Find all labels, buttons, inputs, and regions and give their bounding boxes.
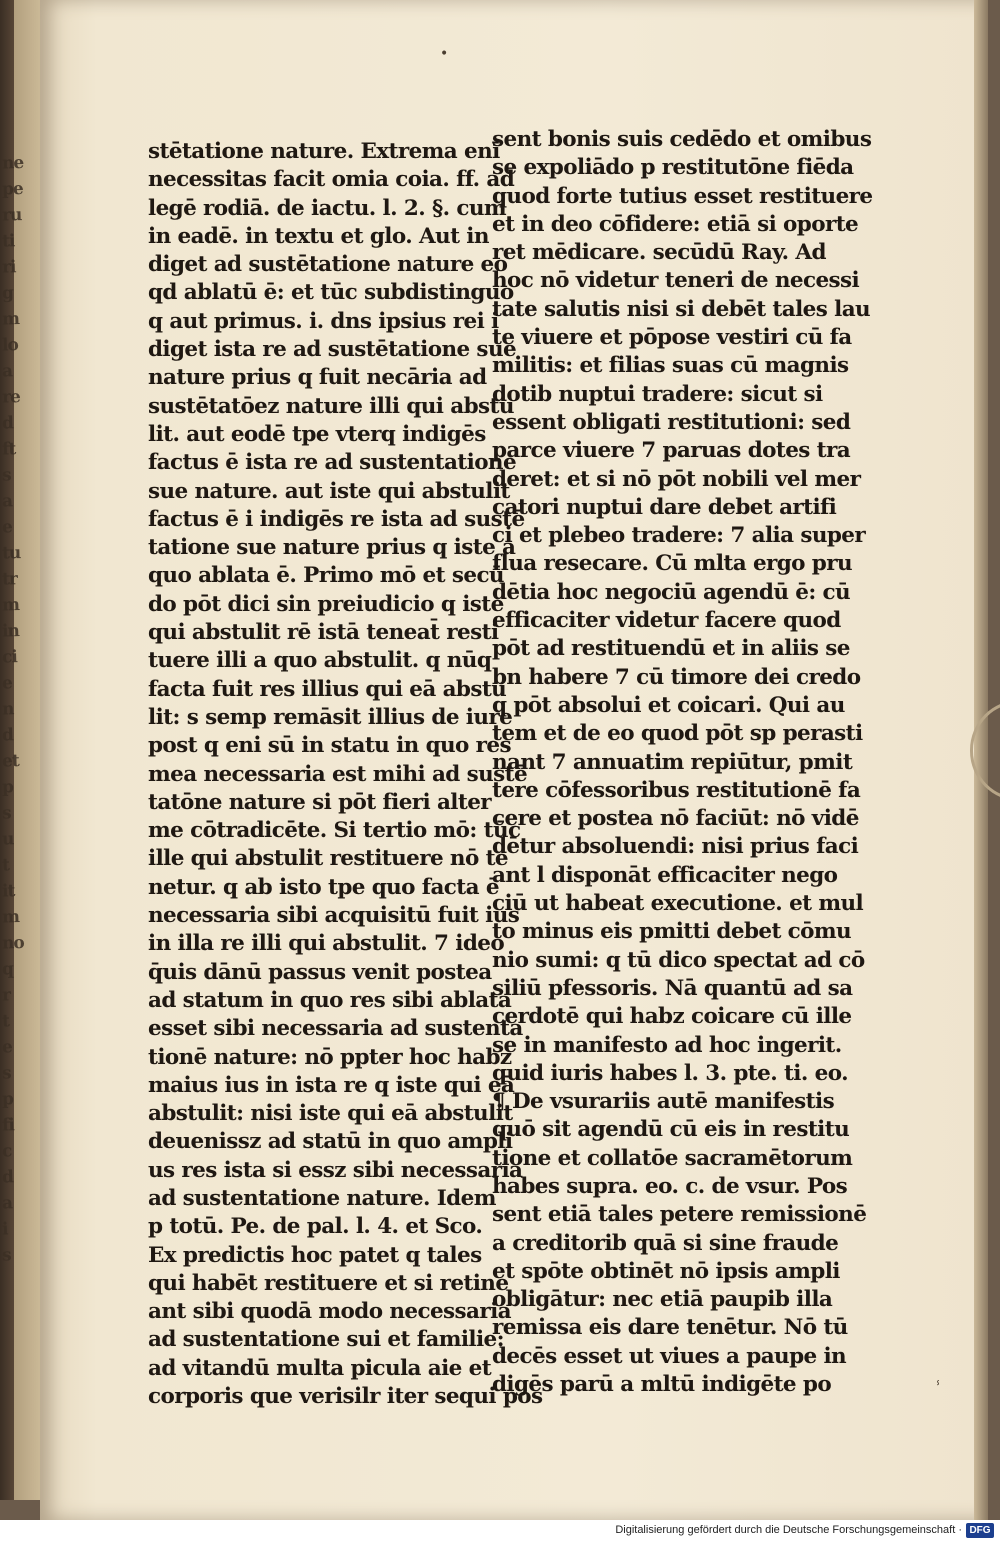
text-line: necessaria sibi acquisitū fuit ius <box>148 903 520 929</box>
facing-page-fragment: a <box>2 491 13 512</box>
facing-page-fragment: t <box>2 1011 10 1032</box>
text-line: pōt ad restituendū et in aliis se <box>492 636 850 662</box>
text-line: bn habere 7 cū timore dei credo <box>492 664 861 690</box>
text-line: tuere illi a quo abstulit. q nūq <box>148 648 492 674</box>
facing-page-fragment: t <box>2 855 10 876</box>
facing-page-fragment: d <box>2 413 14 434</box>
facing-page-fragment: no <box>2 932 24 954</box>
page-mark: ⸯ <box>934 1382 943 1398</box>
text-line: ¶ De vsurariis autē manifestis <box>492 1089 835 1115</box>
text-line: tem et de eo quod pōt sp perasti <box>492 721 863 747</box>
text-line: in eadē. in textu et glo. Aut in <box>148 223 489 249</box>
manuscript-page <box>40 0 988 1522</box>
text-line: legē rodiā. de iactu. l. 2. §. cum <box>148 195 507 221</box>
text-line: q̄uis dānū passus venit postea <box>148 959 492 985</box>
facing-page-fragment: fi <box>2 1115 15 1136</box>
text-line: stētatione nature. Extrema enī <box>148 139 500 164</box>
facing-page-fragment: ru <box>2 205 22 226</box>
text-line: netur. q ab isto tpe quo facta ē <box>148 874 499 900</box>
facing-page-fragment: pe <box>2 178 23 200</box>
text-line: essent obligati restitutioni: sed <box>492 409 851 435</box>
text-line: militis: et filias suas cū magnis <box>492 353 849 379</box>
text-line: ad sustentatione sui et familie: <box>148 1327 504 1353</box>
text-line: parce viuere 7 paruas dotes tra <box>492 438 851 464</box>
facing-page-fragment: p <box>2 1089 14 1110</box>
facing-page-text <box>2 150 42 1270</box>
facing-page-fragment: q <box>2 959 14 980</box>
facing-page-fragment: it <box>2 881 15 902</box>
text-line: tionē nature: nō ppter hoc habz <box>148 1044 512 1070</box>
text-line: qd ablatū ē: et tūc subdistinguo <box>148 280 514 306</box>
facing-page-fragment: in <box>2 621 20 642</box>
text-line: factus ē i indigēs re ista ad sustē <box>148 506 525 532</box>
text-line: sue nature. aut iste qui abstulit <box>148 478 510 504</box>
text-line: mea necessaria est mihi ad sustē <box>148 761 528 787</box>
text-line: sustētatōez nature illi qui abstu <box>148 393 514 419</box>
facing-page-fragment: tu <box>2 543 21 564</box>
facing-page-fragment: s <box>2 803 11 824</box>
text-line: post q eni sū in statu in quo res <box>148 733 511 759</box>
facing-page-fragment: c <box>2 1141 12 1162</box>
text-line: abstulit: nisi iste qui eā abstulit <box>148 1101 513 1127</box>
text-line: do pōt dici sin preiudicio q iste <box>148 591 504 617</box>
facing-page-fragment: ne <box>2 152 24 174</box>
text-line: p totū. Pe. de pal. l. 4. et Sco. <box>148 1214 483 1240</box>
digitization-footer <box>0 1520 1000 1543</box>
text-line: et in deo cōfidere: etiā si oporte <box>492 211 859 237</box>
text-line: lit: s semp remāsit illius de iure <box>148 704 513 730</box>
text-line: te viuere et pōpose vestiri cū fa <box>492 325 852 351</box>
text-line: ciū ut habeat executione. et mul <box>492 891 864 917</box>
text-line: obligātur: nec etiā paupib illa <box>492 1287 833 1313</box>
text-line: habes supra. eo. c. de vsur. Pos <box>492 1173 848 1199</box>
facing-page-fragment: s <box>2 1245 11 1266</box>
text-line: tatione sue nature prius q iste a <box>148 535 516 561</box>
facing-page-fragment: u <box>2 829 14 850</box>
text-line: et spōte obtinēt nō ipsis ampli <box>492 1258 840 1284</box>
text-line: ant sibi quodā modo necessaria <box>148 1299 511 1325</box>
facing-page-fragment: a <box>2 361 13 382</box>
facing-page-fragment: p <box>2 777 14 798</box>
text-line: ant l disponāt efficaciter nego <box>492 862 838 888</box>
text-line: nant 7 annuatim repiūtur, pmit <box>492 749 853 775</box>
facing-page-fragment: tr <box>2 569 18 590</box>
facing-page-fragment: lo <box>2 335 19 356</box>
text-line: esset sibi necessaria ad sustenta <box>148 1016 523 1042</box>
text-line: dētia hoc negociū agendū ē: cū <box>492 579 851 605</box>
text-line: deuenissz ad statū in quo ampli <box>148 1129 513 1155</box>
text-line: us res ista si essz sibi necessaria <box>148 1157 523 1183</box>
facing-page-fragment: n <box>2 699 14 720</box>
facing-page-fragment: ti <box>2 231 15 252</box>
text-line: me cōtradicēte. Si tertio mō: tūc <box>148 818 521 844</box>
text-line: qui abstulit rē istā teneat̄ resti <box>148 620 499 646</box>
facing-page-fragment: m <box>2 595 20 616</box>
text-line: decēs esset ut viues a paupe in <box>492 1343 847 1369</box>
text-line: lit. aut eodē tpe vterq indigēs <box>148 421 486 447</box>
text-line: sent bonis suis cedēdo et omibus <box>492 127 872 152</box>
facing-page-fragment: ft <box>2 439 16 460</box>
page-mark: • <box>440 46 449 62</box>
text-line: q aut primus. i. dns ipsius rei i <box>148 308 499 334</box>
text-line: facta fuit res illius qui eā abstu <box>148 676 507 702</box>
text-line: ad sustentatione nature. Idem <box>148 1185 496 1211</box>
facing-page-fragment: et <box>2 751 19 772</box>
text-line: a creditorib quā si sine fraude <box>492 1230 839 1256</box>
text-line: qui habēt restituere et si retine <box>148 1270 509 1296</box>
facing-page-fragment: r <box>2 985 11 1006</box>
facing-page-fragment: ri <box>2 257 16 278</box>
text-line: tere cōfessoribus restitutionē fa <box>492 777 861 803</box>
text-line: ille qui abstulit restituere nō te <box>148 846 508 872</box>
facing-page-fragment: a <box>2 1193 13 1214</box>
text-line: tate salutis nisi si debēt tales lau <box>492 296 871 322</box>
text-line: to minus eis pmitti debet cōmu <box>492 919 852 945</box>
text-line: corporis que verisilr iter sequi pos <box>148 1384 543 1410</box>
text-line: nio sumi: q tū dico spectat ad cō <box>492 947 865 973</box>
facing-page-fragment: d <box>2 1167 14 1188</box>
text-line: dētur absoluendi: nisi prius faci <box>492 834 859 860</box>
text-line: quō sit agendū cū eis in restitu <box>492 1117 850 1143</box>
text-line: cere et postea nō faciūt: nō vidē <box>492 806 859 832</box>
text-line: digēs parū a mltū indigēte po <box>492 1372 832 1398</box>
text-line: siliū pfessoris. Nā quantū ad sa <box>492 975 853 1001</box>
funding-credit: Digitalisierung gefördert durch die Deutsche Forschungsgemeinschaft · <box>615 1524 962 1536</box>
text-line: tatōne nature si pōt fieri alter <box>148 789 492 815</box>
text-line: necessitas facit omia coia. ff. ad <box>148 167 515 193</box>
text-line: deret: et si nō pōt nobili vel mer <box>492 466 861 492</box>
text-line: quid iuris habes l. 3. pte. ti. eo. <box>492 1060 848 1086</box>
text-line: q pōt absolui et coicari. Qui au <box>492 692 845 718</box>
text-line: quod forte tutius esset restituere <box>492 183 873 209</box>
text-line: se expoliādo p restitutōne fiēda <box>492 155 854 181</box>
text-line: se in manifesto ad hoc ingerit. <box>492 1032 842 1058</box>
text-line: ci et plebeo tradere: 7 alia super <box>492 523 866 549</box>
text-line: hoc nō videtur teneri de necessi <box>492 268 860 294</box>
text-line: nature prius q fuit necāria ad <box>148 365 487 391</box>
text-line: Ex predictis hoc patet q tales <box>148 1242 482 1268</box>
left-text-column <box>148 138 543 1411</box>
text-line: factus ē ista re ad sustentatione <box>148 450 517 476</box>
text-line: quo ablata ē. Primo mō et secū <box>148 563 504 589</box>
text-line: dotib nuptui tradere: sicut si <box>492 381 823 407</box>
facing-page-fragment: m <box>2 907 20 928</box>
facing-page-fragment: s <box>2 465 11 486</box>
text-line: in illa re illi qui abstulit. 7 ideo <box>148 931 505 957</box>
text-line: maius ius in ista re q iste qui eā <box>148 1072 515 1098</box>
facing-page-fragment: re <box>2 387 21 408</box>
facing-page-fragment: e <box>2 673 13 694</box>
text-line: catori nuptui dare debet artifi <box>492 494 837 520</box>
text-line: ad vitandū multa picula aie et <box>148 1355 492 1381</box>
dfg-logo-icon: DFG <box>966 1523 994 1538</box>
text-line: ad statum in quo res sibi ablata <box>148 987 512 1013</box>
facing-page-fragment: g <box>2 283 14 304</box>
text-line: ret mēdicare. secūdū Ray. Ad <box>492 240 826 266</box>
facing-page-fragment: m <box>2 309 20 330</box>
text-line: efficaciter videtur facere quod <box>492 608 841 634</box>
text-line: diget ad sustētatione nature eo <box>148 252 508 278</box>
facing-page-fragment: e <box>2 517 13 538</box>
facing-page-fragment: d <box>2 725 14 746</box>
facing-page-fragment: ci <box>2 647 18 668</box>
facing-page-fragment: i <box>2 1219 8 1240</box>
facing-page-fragment: e <box>2 1037 13 1058</box>
text-line: tione et collatōe sacramētorum <box>492 1145 853 1171</box>
text-line: cerdotē qui habz coicare cū ille <box>492 1004 852 1030</box>
text-line: sent etiā tales petere remissionē <box>492 1202 867 1228</box>
text-line: diget ista re ad sustētatione sue <box>148 337 517 363</box>
text-line: remissa eis dare tenētur. Nō tū <box>492 1315 848 1341</box>
text-line: flua resecare. Cū mlta ergo pru <box>492 551 853 577</box>
right-text-column <box>492 126 872 1399</box>
facing-page-fragment: s <box>2 1063 11 1084</box>
